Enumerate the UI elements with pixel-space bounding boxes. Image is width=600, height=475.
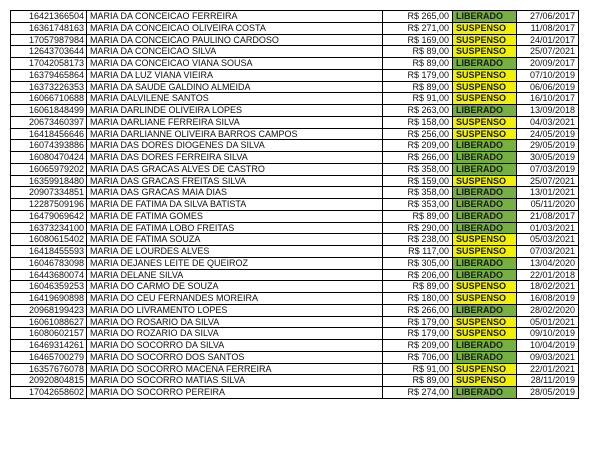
cell-name: MARIA DO SOCORRO DOS SANTOS (87, 352, 383, 364)
table-row (11, 58, 579, 70)
cell-value: R$ 180,00 (383, 293, 453, 305)
cell-status: SUSPENSO (453, 234, 517, 246)
cell-status: LIBERADO (453, 140, 517, 152)
cell-value: R$ 358,00 (383, 164, 453, 176)
cell-date: 10/04/2019 (517, 340, 579, 352)
table-row (11, 187, 579, 199)
table-row (11, 223, 579, 235)
cell-value: R$ 158,00 (383, 117, 453, 129)
cell-value: R$ 305,00 (383, 258, 453, 270)
cell-status: SUSPENSO (453, 93, 517, 105)
cell-id: 16065979202 (11, 164, 87, 176)
cell-status: LIBERADO (453, 305, 517, 317)
table-row (11, 105, 579, 117)
table-row (11, 328, 579, 340)
table-row (11, 258, 579, 270)
cell-id: 16421366504 (11, 11, 87, 23)
table-row (11, 387, 579, 399)
cell-id: 16361748163 (11, 23, 87, 35)
table-row (11, 11, 579, 23)
cell-status: LIBERADO (453, 199, 517, 211)
table-row (11, 176, 579, 188)
table-row (11, 117, 579, 129)
cell-value: R$ 706,00 (383, 352, 453, 364)
cell-status: SUSPENSO (453, 117, 517, 129)
cell-name: MARIA DA CONCEICAO VIANA SOUSA (87, 58, 383, 70)
cell-id: 17057987984 (11, 35, 87, 47)
cell-date: 28/02/2020 (517, 305, 579, 317)
cell-date: 11/08/2017 (517, 23, 579, 35)
cell-status: SUSPENSO (453, 70, 517, 82)
cell-value: R$ 206,00 (383, 270, 453, 282)
cell-date: 13/09/2018 (517, 105, 579, 117)
cell-value: R$ 209,00 (383, 140, 453, 152)
cell-name: MARIA DE FATIMA SOUZA (87, 234, 383, 246)
cell-date: 09/03/2021 (517, 352, 579, 364)
table-row (11, 246, 579, 258)
cell-id: 16373226353 (11, 82, 87, 94)
cell-date: 16/08/2019 (517, 293, 579, 305)
cell-value: R$ 238,00 (383, 234, 453, 246)
cell-date: 13/04/2020 (517, 258, 579, 270)
cell-date: 27/06/2017 (517, 11, 579, 23)
cell-status: LIBERADO (453, 164, 517, 176)
cell-date: 16/10/2017 (517, 93, 579, 105)
table-row (11, 93, 579, 105)
cell-date: 01/03/2021 (517, 223, 579, 235)
cell-status: LIBERADO (453, 387, 517, 399)
cell-status: SUSPENSO (453, 82, 517, 94)
cell-id: 16469314261 (11, 340, 87, 352)
cell-status: LIBERADO (453, 352, 517, 364)
cell-name: MARIA DAS GRACAS MAIA DIAS (87, 187, 383, 199)
cell-status: SUSPENSO (453, 281, 517, 293)
cell-id: 17042658602 (11, 387, 87, 399)
cell-value: R$ 169,00 (383, 35, 453, 47)
cell-id: 16465700279 (11, 352, 87, 364)
table-row (11, 270, 579, 282)
cell-status: LIBERADO (453, 258, 517, 270)
cell-id: 16061848499 (11, 105, 87, 117)
table-row (11, 23, 579, 35)
cell-id: 16373234100 (11, 223, 87, 235)
cell-id: 20907334851 (11, 187, 87, 199)
cell-value: R$ 209,00 (383, 340, 453, 352)
cell-value: R$ 266,00 (383, 305, 453, 317)
cell-name: MARIA DA CONCEICAO FERREIRA (87, 11, 383, 23)
cell-id: 12287509196 (11, 199, 87, 211)
cell-value: R$ 91,00 (383, 364, 453, 376)
cell-id: 16419690898 (11, 293, 87, 305)
cell-status: SUSPENSO (453, 328, 517, 340)
cell-date: 24/05/2019 (517, 129, 579, 141)
cell-date: 05/11/2020 (517, 199, 579, 211)
cell-name: MARIA DO ROSARIO DA SILVA (87, 317, 383, 329)
cell-name: MARIA DE LOURDES ALVES (87, 246, 383, 258)
cell-name: MARIA DAS DORES DIOGENES DA SILVA (87, 140, 383, 152)
cell-id: 16479069642 (11, 211, 87, 223)
cell-name: MARIA DO SOCORRO PEREIRA (87, 387, 383, 399)
table-row (11, 305, 579, 317)
table-row (11, 35, 579, 47)
table-row (11, 293, 579, 305)
cell-value: R$ 91,00 (383, 93, 453, 105)
cell-name: MARIA DO CEU FERNANDES MOREIRA (87, 293, 383, 305)
cell-name: MARIA DO SOCORRO MACENA FERREIRA (87, 364, 383, 376)
cell-id: 16074393886 (11, 140, 87, 152)
cell-name: MARIA DARLIANE FERREIRA SILVA (87, 117, 383, 129)
cell-status: SUSPENSO (453, 246, 517, 258)
cell-date: 28/05/2019 (517, 387, 579, 399)
cell-date: 05/03/2021 (517, 234, 579, 246)
cell-name: MARIA DO CARMO DE SOUZA (87, 281, 383, 293)
cell-value: R$ 89,00 (383, 375, 453, 387)
cell-date: 21/08/2017 (517, 211, 579, 223)
cell-value: R$ 263,00 (383, 105, 453, 117)
cell-id: 20968199423 (11, 305, 87, 317)
cell-date: 05/01/2021 (517, 317, 579, 329)
cell-id: 16359918480 (11, 176, 87, 188)
cell-value: R$ 89,00 (383, 46, 453, 58)
cell-name: MARIA DO ROZARIO DA SILVA (87, 328, 383, 340)
cell-date: 07/03/2019 (517, 164, 579, 176)
cell-name: MARIA DO LIVRAMENTO LOPES (87, 305, 383, 317)
cell-status: LIBERADO (453, 58, 517, 70)
cell-name: MARIA DA CONCEICAO OLIVEIRA COSTA (87, 23, 383, 35)
table-row (11, 375, 579, 387)
cell-name: MARIA DA CONCEICAO PAULINO CARDOSO (87, 35, 383, 47)
cell-value: R$ 179,00 (383, 70, 453, 82)
cell-value: R$ 89,00 (383, 281, 453, 293)
cell-status: SUSPENSO (453, 375, 517, 387)
table-row (11, 340, 579, 352)
cell-status: SUSPENSO (453, 317, 517, 329)
cell-date: 09/10/2019 (517, 328, 579, 340)
cell-name: MARIA DA LUZ VIANA VIEIRA (87, 70, 383, 82)
cell-id: 16357676078 (11, 364, 87, 376)
table-row (11, 234, 579, 246)
cell-name: MARIA DA SAUDE GALDINO ALMEIDA (87, 82, 383, 94)
cell-value: R$ 358,00 (383, 187, 453, 199)
cell-name: MARIA DEJANES LEITE DE QUEIROZ (87, 258, 383, 270)
cell-value: R$ 89,00 (383, 58, 453, 70)
cell-name: MARIA DA CONCEICAO SILVA (87, 46, 383, 58)
table-row (11, 281, 579, 293)
cell-name: MARIA DE FATIMA GOMES (87, 211, 383, 223)
table-row (11, 46, 579, 58)
cell-status: SUSPENSO (453, 35, 517, 47)
cell-status: SUSPENSO (453, 176, 517, 188)
cell-id: 16061088627 (11, 317, 87, 329)
table-row (11, 82, 579, 94)
cell-date: 20/09/2017 (517, 58, 579, 70)
table-row (11, 364, 579, 376)
cell-date: 25/07/2021 (517, 176, 579, 188)
cell-status: LIBERADO (453, 211, 517, 223)
cell-status: LIBERADO (453, 11, 517, 23)
cell-date: 22/01/2021 (517, 364, 579, 376)
cell-value: R$ 266,00 (383, 152, 453, 164)
cell-date: 07/03/2021 (517, 246, 579, 258)
cell-date: 25/07/2021 (517, 46, 579, 58)
cell-value: R$ 274,00 (383, 387, 453, 399)
table-row (11, 164, 579, 176)
table-row (11, 70, 579, 82)
cell-name: MARIA DO SOCORRO DA SILVA (87, 340, 383, 352)
cell-status: LIBERADO (453, 340, 517, 352)
cell-status: LIBERADO (453, 105, 517, 117)
cell-name: MARIA DAS DORES FERREIRA SILVA (87, 152, 383, 164)
cell-status: LIBERADO (453, 187, 517, 199)
table-row (11, 140, 579, 152)
cell-status: LIBERADO (453, 152, 517, 164)
cell-date: 28/11/2019 (517, 375, 579, 387)
cell-name: MARIA DARLIANNE OLIVEIRA BARROS CAMPOS (87, 129, 383, 141)
cell-value: R$ 271,00 (383, 23, 453, 35)
cell-date: 07/10/2019 (517, 70, 579, 82)
cell-id: 16080602157 (11, 328, 87, 340)
cell-id: 16080470424 (11, 152, 87, 164)
cell-value: R$ 179,00 (383, 328, 453, 340)
cell-status: LIBERADO (453, 270, 517, 282)
cell-name: MARIA DO SOCORRO MATIAS SILVA (87, 375, 383, 387)
cell-status: SUSPENSO (453, 129, 517, 141)
table-row (11, 211, 579, 223)
cell-status: SUSPENSO (453, 293, 517, 305)
cell-status: LIBERADO (453, 223, 517, 235)
table-row (11, 129, 579, 141)
cell-name: MARIA DAS GRACAS FREITAS SILVA (87, 176, 383, 188)
cell-value: R$ 89,00 (383, 82, 453, 94)
cell-id: 16066710688 (11, 93, 87, 105)
table-row (11, 152, 579, 164)
cell-date: 22/01/2018 (517, 270, 579, 282)
cell-name: MARIA DALVILENE SANTOS (87, 93, 383, 105)
cell-id: 17042058173 (11, 58, 87, 70)
cell-id: 12643703644 (11, 46, 87, 58)
cell-name: MARIA DE FATIMA DA SILVA BATISTA (87, 199, 383, 211)
cell-value: R$ 179,00 (383, 317, 453, 329)
cell-status: SUSPENSO (453, 364, 517, 376)
cell-name: MARIA DELANE SILVA (87, 270, 383, 282)
cell-id: 16418456646 (11, 129, 87, 141)
cell-name: MARIA DARLINDE OLIVEIRA LOPES (87, 105, 383, 117)
spreadsheet-table (10, 10, 579, 399)
table-row (11, 317, 579, 329)
cell-id: 20920804815 (11, 375, 87, 387)
cell-id: 16046359253 (11, 281, 87, 293)
cell-value: R$ 159,00 (383, 176, 453, 188)
table-row (11, 199, 579, 211)
cell-value: R$ 265,00 (383, 11, 453, 23)
cell-id: 16046783098 (11, 258, 87, 270)
cell-value: R$ 117,00 (383, 246, 453, 258)
cell-value: R$ 256,00 (383, 129, 453, 141)
cell-date: 18/02/2021 (517, 281, 579, 293)
cell-date: 13/01/2021 (517, 187, 579, 199)
cell-id: 20673460397 (11, 117, 87, 129)
cell-name: MARIA DAS GRACAS ALVES DE CASTRO (87, 164, 383, 176)
cell-status: SUSPENSO (453, 46, 517, 58)
cell-date: 29/05/2019 (517, 140, 579, 152)
cell-name: MARIA DE FATIMA LOBO FREITAS (87, 223, 383, 235)
cell-date: 24/01/2017 (517, 35, 579, 47)
cell-id: 16443680074 (11, 270, 87, 282)
cell-value: R$ 290,00 (383, 223, 453, 235)
cell-id: 16418455593 (11, 246, 87, 258)
table-row (11, 352, 579, 364)
cell-date: 06/06/2019 (517, 82, 579, 94)
cell-id: 16379465864 (11, 70, 87, 82)
cell-date: 04/03/2021 (517, 117, 579, 129)
cell-date: 30/05/2019 (517, 152, 579, 164)
cell-status: SUSPENSO (453, 23, 517, 35)
cell-id: 16080615402 (11, 234, 87, 246)
cell-value: R$ 353,00 (383, 199, 453, 211)
cell-value: R$ 89,00 (383, 211, 453, 223)
